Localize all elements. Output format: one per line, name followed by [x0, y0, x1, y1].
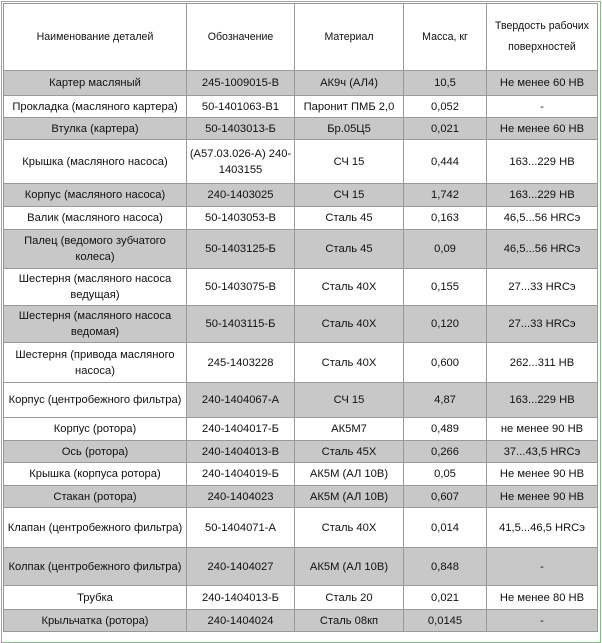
table-row: [4, 463, 598, 486]
cell-part-name: Стакан (ротора): [4, 486, 187, 508]
cell-hardness: не менее 90 НВ: [487, 418, 598, 441]
cell-material: СЧ 15: [295, 383, 404, 418]
cell-material: АК9ч (АЛ4): [295, 71, 404, 96]
cell-material: АК5М (АЛ 10В): [295, 486, 404, 508]
cell-material: Сталь 40Х: [295, 343, 404, 383]
table-row: [4, 184, 598, 207]
cell-mass: 0,021: [404, 118, 487, 140]
cell-designation: 50-1403125-Б: [187, 230, 295, 269]
table-row: [4, 441, 598, 463]
cell-part-name: Ось (ротора): [4, 441, 187, 463]
cell-material: Сталь 45: [295, 207, 404, 230]
cell-part-name: Крышка (масляного насоса): [4, 140, 187, 184]
parts-table: [3, 3, 598, 632]
cell-mass: 1,742: [404, 184, 487, 207]
table-row: [4, 508, 598, 548]
cell-part-name: Валик (масляного насоса): [4, 207, 187, 230]
cell-designation: 240-1403025: [187, 184, 295, 207]
cell-part-name: Трубка: [4, 586, 187, 610]
header-part-name: Наименование деталей: [4, 4, 187, 71]
cell-hardness: 262...311 НВ: [487, 343, 598, 383]
header-row: [4, 4, 598, 71]
cell-designation: 50-1404071-А: [187, 508, 295, 548]
cell-material: СЧ 15: [295, 140, 404, 184]
cell-designation: 240-1404024: [187, 610, 295, 632]
cell-mass: 0,09: [404, 230, 487, 269]
cell-material: Сталь 45: [295, 230, 404, 269]
cell-hardness: Не менее 90 НВ: [487, 486, 598, 508]
cell-designation: 50-1403053-В: [187, 207, 295, 230]
cell-part-name: Клапан (центробежного фильтра): [4, 508, 187, 548]
cell-material: АК5М7: [295, 418, 404, 441]
cell-material: Бр.05Ц5: [295, 118, 404, 140]
cell-part-name: Картер масляный: [4, 71, 187, 96]
cell-hardness: Не менее 80 НВ: [487, 586, 598, 610]
cell-mass: 0,014: [404, 508, 487, 548]
header-designation: Обозначение: [187, 4, 295, 71]
cell-hardness: 163...229 НВ: [487, 140, 598, 184]
cell-designation: 50-1403075-В: [187, 269, 295, 306]
cell-part-name: Корпус (масляного насоса): [4, 184, 187, 207]
cell-hardness: 27...33 HRCэ: [487, 306, 598, 343]
cell-hardness: -: [487, 96, 598, 118]
cell-hardness: 163...229 НВ: [487, 383, 598, 418]
cell-hardness: 46,5...56 HRCэ: [487, 207, 598, 230]
table-row: [4, 586, 598, 610]
cell-mass: 0,489: [404, 418, 487, 441]
cell-designation: 240-1404019-Б: [187, 463, 295, 486]
cell-part-name: Шестерня (масляного насоса ведущая): [4, 269, 187, 306]
cell-part-name: Палец (ведомого зубчатого колеса): [4, 230, 187, 269]
cell-mass: 0,444: [404, 140, 487, 184]
table-row: [4, 610, 598, 632]
cell-designation: 245-1009015-В: [187, 71, 295, 96]
header-hardness: Твердость рабочих поверхностей: [487, 4, 598, 71]
cell-hardness: -: [487, 610, 598, 632]
cell-designation: 245-1403228: [187, 343, 295, 383]
table-row: [4, 230, 598, 269]
cell-mass: 0,120: [404, 306, 487, 343]
cell-material: Сталь 08кп: [295, 610, 404, 632]
cell-hardness: Не менее 60 НВ: [487, 71, 598, 96]
header-mass: Масса, кг: [404, 4, 487, 71]
cell-designation: 240-1404017-Б: [187, 418, 295, 441]
cell-mass: 0,021: [404, 586, 487, 610]
cell-material: АК5М (АЛ 10В): [295, 463, 404, 486]
cell-mass: 4,87: [404, 383, 487, 418]
cell-hardness: Не менее 60 НВ: [487, 118, 598, 140]
table-row: [4, 486, 598, 508]
cell-part-name: Колпак (центробежного фильтра): [4, 548, 187, 586]
cell-mass: 10,5: [404, 71, 487, 96]
table-row: [4, 269, 598, 306]
cell-material: Сталь 20: [295, 586, 404, 610]
cell-part-name: Шестерня (масляного насоса ведомая): [4, 306, 187, 343]
table-row: [4, 418, 598, 441]
table-row: [4, 548, 598, 586]
table-row: [4, 383, 598, 418]
cell-mass: 0,607: [404, 486, 487, 508]
cell-material: СЧ 15: [295, 184, 404, 207]
cell-hardness: 163...229 НВ: [487, 184, 598, 207]
cell-designation: 240-1404067-А: [187, 383, 295, 418]
cell-part-name: Шестерня (привода масляного насоса): [4, 343, 187, 383]
cell-part-name: Корпус (ротора): [4, 418, 187, 441]
cell-mass: 0,848: [404, 548, 487, 586]
cell-designation: 50-1403013-Б: [187, 118, 295, 140]
table-row: [4, 207, 598, 230]
cell-material: Сталь 40Х: [295, 269, 404, 306]
cell-mass: 0,05: [404, 463, 487, 486]
cell-mass: 0,600: [404, 343, 487, 383]
cell-material: Сталь 40Х: [295, 306, 404, 343]
cell-designation: 240-1404023: [187, 486, 295, 508]
cell-part-name: Прокладка (масляного картера): [4, 96, 187, 118]
cell-part-name: Крышка (корпуса ротора): [4, 463, 187, 486]
table-row: [4, 118, 598, 140]
cell-designation: (А57.03.026-А) 240-1403155: [187, 140, 295, 184]
cell-hardness: -: [487, 548, 598, 586]
cell-part-name: Корпус (центробежного фильтра): [4, 383, 187, 418]
cell-mass: 0,155: [404, 269, 487, 306]
cell-hardness: 46,5...56 HRCэ: [487, 230, 598, 269]
table-row: [4, 96, 598, 118]
cell-material: Паронит ПМБ 2,0: [295, 96, 404, 118]
cell-designation: 50-1403115-Б: [187, 306, 295, 343]
cell-mass: 0,052: [404, 96, 487, 118]
cell-designation: 240-1404027: [187, 548, 295, 586]
cell-part-name: Крыльчатка (ротора): [4, 610, 187, 632]
table-row: [4, 140, 598, 184]
cell-material: АК5М (АЛ 10В): [295, 548, 404, 586]
cell-mass: 0,163: [404, 207, 487, 230]
cell-hardness: 27...33 HRCэ: [487, 269, 598, 306]
cell-mass: 0,0145: [404, 610, 487, 632]
cell-hardness: 37...43,5 HRCэ: [487, 441, 598, 463]
cell-designation: 50-1401063-В1: [187, 96, 295, 118]
cell-material: Сталь 45Х: [295, 441, 404, 463]
table-row: [4, 71, 598, 96]
cell-designation: 240-1404013-В: [187, 441, 295, 463]
cell-designation: 240-1404013-Б: [187, 586, 295, 610]
cell-hardness: 41,5...46,5 HRCэ: [487, 508, 598, 548]
header-material: Материал: [295, 4, 404, 71]
cell-hardness: Не менее 90 НВ: [487, 463, 598, 486]
table-row: [4, 306, 598, 343]
cell-mass: 0,266: [404, 441, 487, 463]
cell-material: Сталь 40Х: [295, 508, 404, 548]
table-row: [4, 343, 598, 383]
cell-part-name: Втулка (картера): [4, 118, 187, 140]
